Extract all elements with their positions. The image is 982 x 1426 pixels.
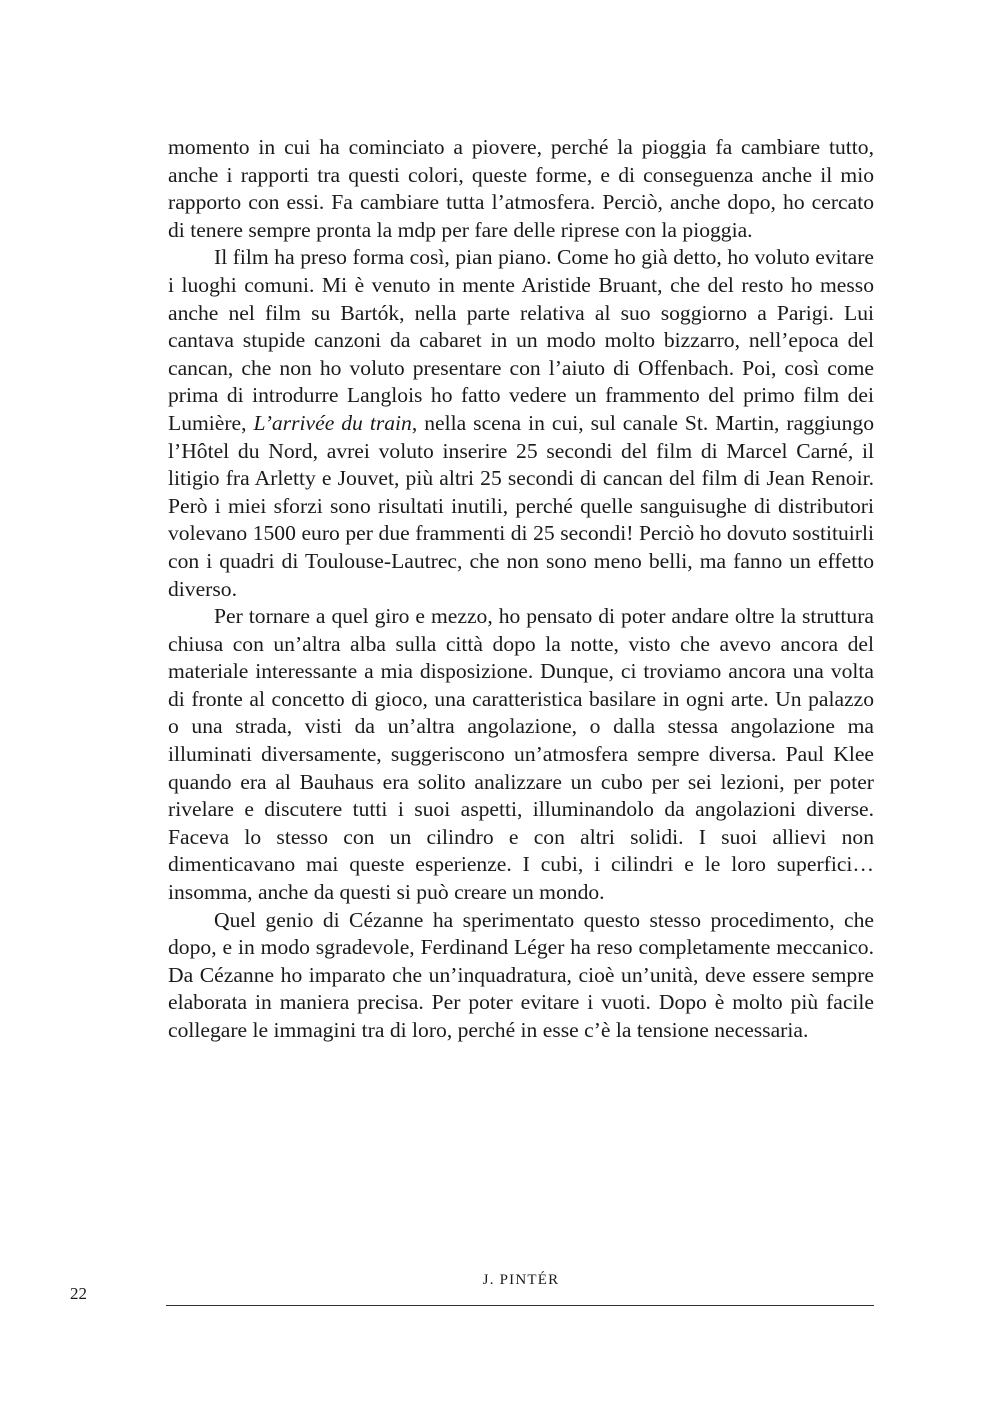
film-title-italic: L’arrivée du train <box>253 410 412 435</box>
paragraph-4: Quel genio di Cézanne ha sperimentato questo stesso procedimento, che dopo, e in modo sgradevole, Ferdinand Léger ha reso completamente meccanico. Da Cézanne ho imparato che un’inquadratura, cioè un’unità, deve essere sempre elaborata in maniera precisa. Per poter evitare i vuoti. Dopo è molto più facile collegare le immagini tra di loro, perché in esse c’è la tensione necessaria. <box>168 907 874 1042</box>
paragraph-2-text-after: , nella scena in cui, sul canale St. Martin, raggiungo l’Hôtel du Nord, avrei voluto inserire 25 secondi del film di Marcel Carné, il litigio fra Arletty e Jouvet, più altri 25 secondi di cancan del film di Jean Renoir. Però i miei sforzi sono risultati inutili, perché quelle sanguisughe di distributori volevano 1500 euro per due frammenti di 25 secondi! Perciò ho dovuto sostituirli con i quadri di Toulouse-Lautrec, che non sono meno belli, ma fanno un effetto diverso. <box>168 410 874 601</box>
paragraph-1: momento in cui ha cominciato a piovere, perché la pioggia fa cambiare tutto, anche i rapporti tra questi colori, queste forme, e di conseguenza anche il mio rapporto con essi. Fa cambiare tutta l’atmosfera. Perciò, anche dopo, ho cercato di tenere sempre pronta la mdp per fare delle riprese con la pioggia. <box>168 135 874 242</box>
paragraph-2-text-before: Il film ha preso forma così, pian piano. Come ho già detto, ho voluto evitare i luoghi comuni. Mi è venuto in mente Aristide Bruant, che del resto ho messo anche nel film su Bartók, nella parte relativa al suo soggiorno a Parigi. Lui cantava stupide canzoni da cabaret in un modo molto bizzarro, nell’epoca del cancan, che non ho voluto presentare con l’aiuto di Offenbach. Poi, così come prima di introdurre Langlois ho fatto vedere un frammento del primo film dei Lumière, <box>168 245 874 435</box>
running-footer-author: J. PINTÉR <box>482 1272 560 1288</box>
paragraph-2 <box>168 244 874 603</box>
footer-rule <box>166 1305 874 1306</box>
paragraph-3: Per tornare a quel giro e mezzo, ho pensato di poter andare oltre la struttura chiusa con un’altra alba sulla città dopo la notte, visto che avevo ancora del materiale interessante a mia disposizione. Dunque, ci troviamo ancora una volta di fronte al concetto di gioco, una caratteristica basilare in ogni arte. Un palazzo o una strada, visti da un’altra angolazione, o dalla stessa angolazione ma illuminati diversamente, suggeriscono un’atmosfera sempre diversa. Paul Klee quando era al Bauhaus era solito analizzare un cubo per sei lezioni, per poter rivelare e discutere tutti i suoi aspetti, illuminandolo da angolazioni diverse. Faceva lo stesso con un cilindro e con altri solidi. I suoi allievi non dimenticavano mai queste esperienze. I cubi, i cilindri e le loro superfici… insomma, anche da questi si può creare un mondo. <box>168 604 874 905</box>
page-number: 22 <box>70 1284 87 1303</box>
body-text <box>168 134 874 1045</box>
